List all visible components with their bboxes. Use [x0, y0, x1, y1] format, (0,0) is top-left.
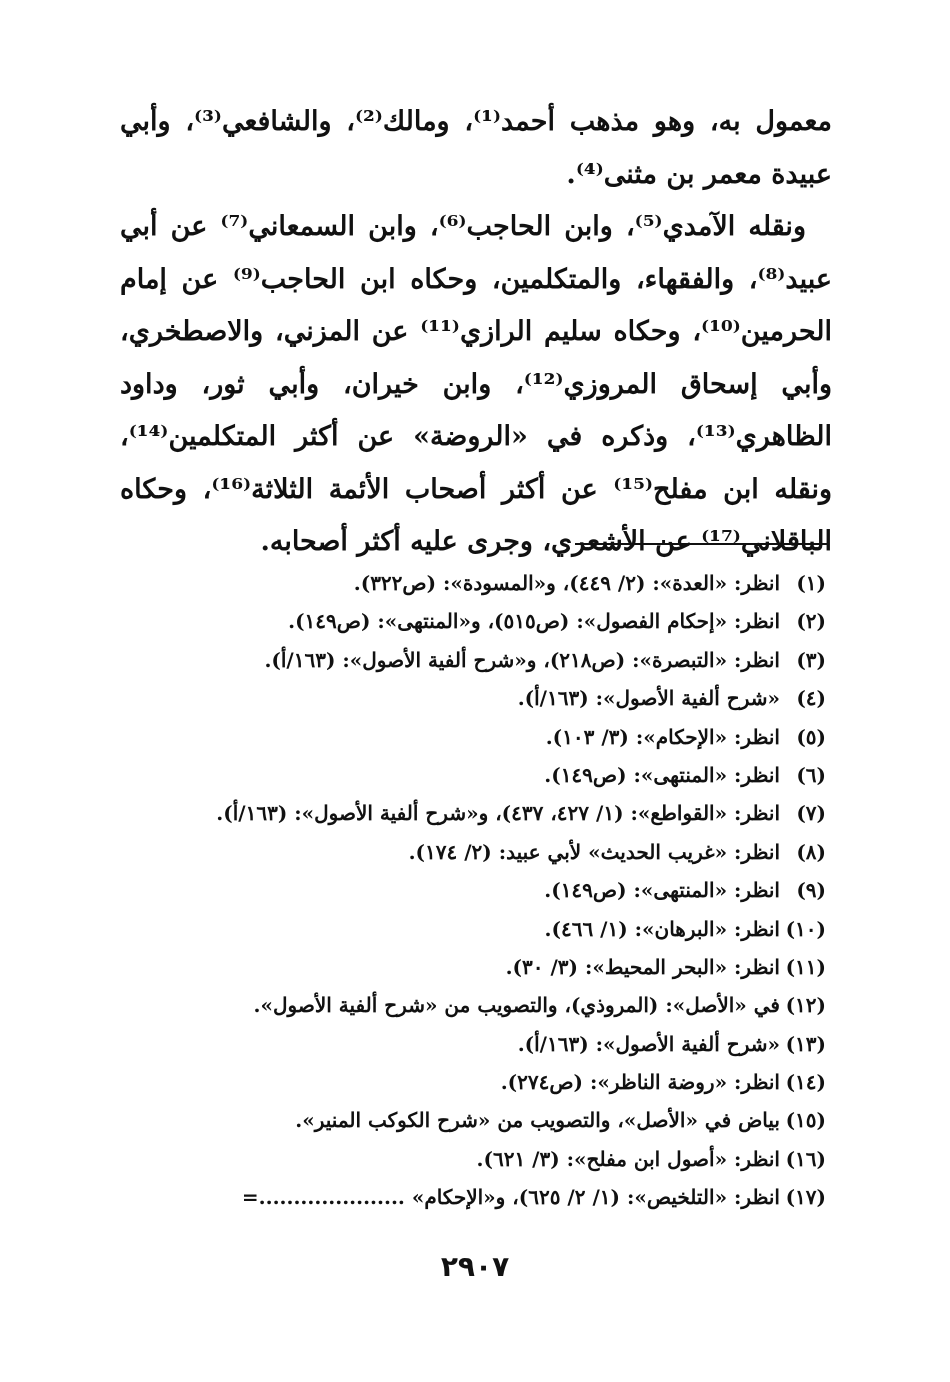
footnote-number: (٦) — [796, 762, 826, 787]
footnote-number: (٤) — [796, 686, 826, 711]
footnote-separator — [575, 543, 829, 545]
footnote-item — [110, 910, 826, 948]
footnote-text: انظر: «العدة»: (٢/ ٤٤٩)، و«المسودة»: (ص٣٢٢). — [353, 571, 780, 595]
footnote-item — [110, 871, 826, 909]
footnote-text: انظر: «التلخيص»: (١/ ٢/ ٦٢٥)، و«الإحكام» .....................= — [241, 1185, 780, 1210]
footnote-item — [110, 756, 826, 794]
footnote-text: انظر: «إحكام الفصول»: (ص٥١٥)، و«المنتهى»: (ص١٤٩). — [288, 609, 780, 634]
footnote-text: انظر: «المنتهى»: (ص١٤٩). — [544, 762, 780, 787]
footnote-number: (١٤) — [785, 1070, 826, 1095]
footnote-item — [110, 679, 826, 717]
main-text — [120, 96, 832, 569]
footnote-text: في «الأصل»: (المروذي)، والتصويب من «شرح ألفية الأصول». — [253, 993, 780, 1018]
footnote-item — [110, 1063, 826, 1101]
footnote-item — [110, 794, 826, 832]
footnote-number: (٥) — [796, 724, 826, 749]
footnote-number: (١١) — [785, 954, 826, 979]
footnote-number: (٢) — [796, 609, 826, 634]
footnote-text: انظر: «الإحكام»: (٣/ ١٠٣). — [545, 724, 780, 749]
footnote-text: انظر: «القواطع»: (١/ ٤٢٧، ٤٣٧)، و«شرح ألفية الأصول»: (١٦٣/أ). — [216, 801, 780, 826]
footnote-text: «شرح ألفية الأصول»: (١٦٣/أ). — [517, 1031, 780, 1056]
footnote-text: انظر: «البرهان»: (١/ ٤٦٦). — [544, 916, 780, 941]
footnote-number: (٩) — [796, 878, 826, 903]
footnote-item — [110, 1101, 826, 1139]
footnote-number: (١٥) — [785, 1108, 826, 1133]
footnote-item — [110, 948, 826, 986]
footnote-item — [110, 1025, 826, 1063]
footnote-item — [110, 1140, 826, 1178]
footnotes — [110, 564, 826, 1217]
footnote-number: (٧) — [796, 801, 826, 826]
page-number: ٢٩٠٧ — [440, 1250, 510, 1283]
footnote-item — [110, 986, 826, 1024]
footnote-item — [110, 641, 826, 679]
footnote-text: انظر: «غريب الحديث» لأبي عبيد: (٢/ ١٧٤). — [408, 839, 780, 864]
footnote-item — [110, 718, 826, 756]
footnote-text: انظر: «البحر المحيط»: (٣/ ٣٠). — [505, 954, 780, 979]
footnote-number: (١) — [796, 571, 826, 595]
paragraph-2: ونقله الآمدي⁽⁵⁾، وابن الحاجب⁽⁶⁾، وابن السمعاني⁽⁷⁾ عن أبي عبيد⁽⁸⁾، والفقهاء، والمتكلمين، وحكاه ابن الحاجب⁽⁹⁾ عن إمام الحرمين⁽¹⁰⁾، وحكاه سليم الرازي⁽¹¹⁾ عن المزني، والاصطخري، وأبي إسحاق المروزي⁽¹²⁾، وابن خيران، وأبي ثور، وداود الظاهري⁽¹³⁾، وذكره في «الروضة» عن أكثر المتكلمين⁽¹⁴⁾، ونقله ابن مفلح⁽¹⁵⁾ عن أكثر أصحاب الأئمة الثلاثة⁽¹⁶⁾، وحكاه الباقلاني⁽¹⁷⁾ عن الأشعري، وجرى عليه أكثر أصحابه. — [120, 211, 833, 557]
footnote-number: (١٠) — [785, 916, 826, 941]
footnote-number: (١٦) — [785, 1146, 826, 1171]
paragraph-1: معمول به، وهو مذهب أحمد⁽¹⁾، ومالك⁽²⁾، والشافعي⁽³⁾، وأبي عبيدة معمر بن مثنى⁽⁴⁾. — [120, 106, 833, 190]
footnote-text: انظر: «المنتهى»: (ص١٤٩). — [544, 878, 780, 903]
footnote-item — [110, 602, 826, 640]
footnote-item — [110, 564, 826, 602]
footnote-number: (٨) — [796, 839, 826, 864]
footnote-text: بياض في «الأصل»، والتصويب من «شرح الكوكب المنير». — [295, 1108, 780, 1133]
footnote-item — [110, 833, 826, 871]
footnote-text: انظر: «أصول ابن مفلح»: (٣/ ٦٢١). — [476, 1146, 780, 1171]
footnote-number: (١٢) — [785, 993, 826, 1018]
footnote-item — [110, 1178, 826, 1216]
footnote-text: «شرح ألفية الأصول»: (١٦٣/أ). — [517, 686, 780, 711]
footnote-text: انظر: «التبصرة»: (ص٢١٨)، و«شرح ألفية الأصول»: (١٦٣/أ). — [264, 647, 780, 672]
footnote-number: (١٣) — [785, 1031, 826, 1056]
footnote-text: انظر: «روضة الناظر»: (ص٢٧٤). — [500, 1070, 780, 1095]
footnote-number: (١٧) — [785, 1185, 826, 1210]
footnote-number: (٣) — [796, 647, 826, 672]
